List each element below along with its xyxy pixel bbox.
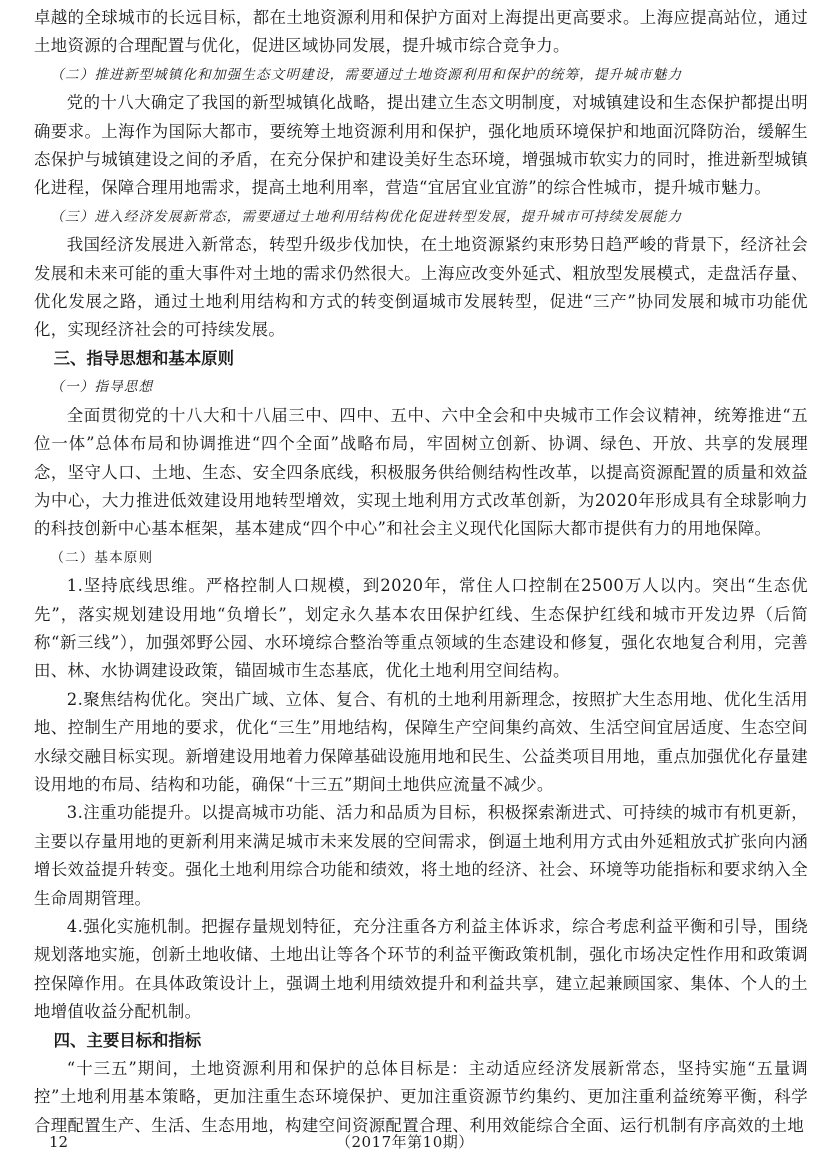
subsection-heading: （三）进入经济发展新常态，需要通过土地利用结构优化促进转型发展，提升城市可持续发展能力	[50, 208, 683, 225]
body-paragraph: 党的十八大确定了我国的新型城镇化战略，提出建立生态文明制度，对城镇建设和生态保护都提出明确要求。上海作为国际大都市，要统筹土地资源利用和保护，强化地质环境保护和地面沉降防治，缓解生态保护与城镇建设之间的矛盾，在充分保护和建设美好生态环境，增强城市软实力的同时，推进新型城镇化进程，保障合理用地需求，提高土地利用率，营造“宜居宜业宜游”的综合性城市，提升城市魅力。	[34, 93, 808, 198]
section-heading: 三、指导思想和基本原则	[53, 348, 234, 368]
page-number: 12	[49, 1133, 69, 1151]
subsection-heading: （二）基本原则	[50, 549, 154, 566]
section-heading: 四、主要目标和指标	[53, 1030, 202, 1050]
body-paragraph: 全面贯彻党的十八大和十八届三中、四中、五中、六中全会和中央城市工作会议精神，统筹推进“五位一体”总体布局和协调推进“四个全面”战略布局，牢固树立创新、协调、绿色、开放、共享的发展理念，坚守人口、土地、生态、安全四条底线，积极服务供给侧结构性改革，以提高资源配置的质量和效益为中心，大力推进低效建设用地转型增效，实现土地利用方式改革创新，为2020年形成具有全球影响力的科技创新中心基本框架，基本建成“四个中心”和社会主义现代化国际大都市提供有力的用地保障。	[34, 405, 808, 539]
principle-paragraph: 2.聚焦结构优化。突出广域、立体、复合、有机的土地利用新理念，按照扩大生态用地、优化生活用地、控制生产用地的要求，优化“三生”用地结构，保障生产空间集约高效、生活空间宜居适度、生态空间水绿交融目标实现。新增建设用地着力保障基础设施用地和民生、公益类项目用地，重点加强优化存量建设用地的布局、结构和功能，确保“十三五”期间土地供应流量不减少。	[34, 689, 808, 794]
principle-paragraph: 3.注重功能提升。以提高城市功能、活力和品质为目标，积极探索渐进式、可持续的城市有机更新，主要以存量用地的更新利用来满足城市未来发展的空间需求，倒逼土地利用方式由外延粗放式扩张向内涵增长效益提升转变。强化土地利用综合功能和绩效，将土地的经济、社会、环境等功能指标和要求纳入全生命周期管理。	[34, 803, 808, 908]
document-page	[34, 4, 808, 1140]
subsection-heading: （一）指导思想	[50, 379, 154, 396]
principle-paragraph: 4.强化实施机制。把握存量规划特征，充分注重各方利益主体诉求，综合考虑利益平衡和引导，围绕规划落地实施，创新土地收储、土地出让等各个环节的利益平衡政策机制，强化市场决定性作用和政策调控保障作用。在具体政策设计上，强调土地利用绩效提升和利益共享，建立起兼顾国家、集体、个人的土地增值收益分配机制。	[34, 917, 808, 1022]
issue-label: （2017年第10期）	[336, 1133, 474, 1151]
principle-paragraph: 1.坚持底线思维。严格控制人口规模，到2020年，常住人口控制在2500万人以内。突出“生态优先”，落实规划建设用地“负增长”，划定永久基本农田保护红线、生态保护红线和城市开发边界（后简称“新三线”），加强郊野公园、水环境综合整治等重点领域的生态建设和修复，强化农地复合利用，完善田、林、水协调建设政策，锚固城市生态基底，优化土地利用空间结构。	[34, 576, 808, 681]
body-paragraph: 卓越的全球城市的长远目标，都在土地资源利用和保护方面对上海提出更高要求。上海应提高站位，通过土地资源的合理配置与优化，促进区域协同发展，提升城市综合竞争力。	[34, 8, 808, 56]
body-paragraph: “十三五”期间，土地资源利用和保护的总体目标是：主动适应经济发展新常态，坚持实施“五量调控”土地利用基本策略，更加注重生态环境保护、更加注重资源节约集约、更加注重利益统筹平衡，科学合理配置生产、生活、生态用地，构建空间资源配置合理、利用效能综合全面、运行机制有序高效的土地	[34, 1059, 808, 1135]
body-paragraph: 我国经济发展进入新常态，转型升级步伐加快，在土地资源紧约束形势日趋严峻的背景下，经济社会发展和未来可能的重大事件对土地的需求仍然很大。上海应改变外延式、粗放型发展模式，走盘活存量、优化发展之路，通过土地利用结构和方式的转变倒逼城市发展转型，促进“三产”协同发展和城市功能优化，实现经济社会的可持续发展。	[34, 235, 808, 340]
subsection-heading: （二）推进新型城镇化和加强生态文明建设，需要通过土地资源利用和保护的统筹，提升城市魅力	[50, 66, 683, 83]
